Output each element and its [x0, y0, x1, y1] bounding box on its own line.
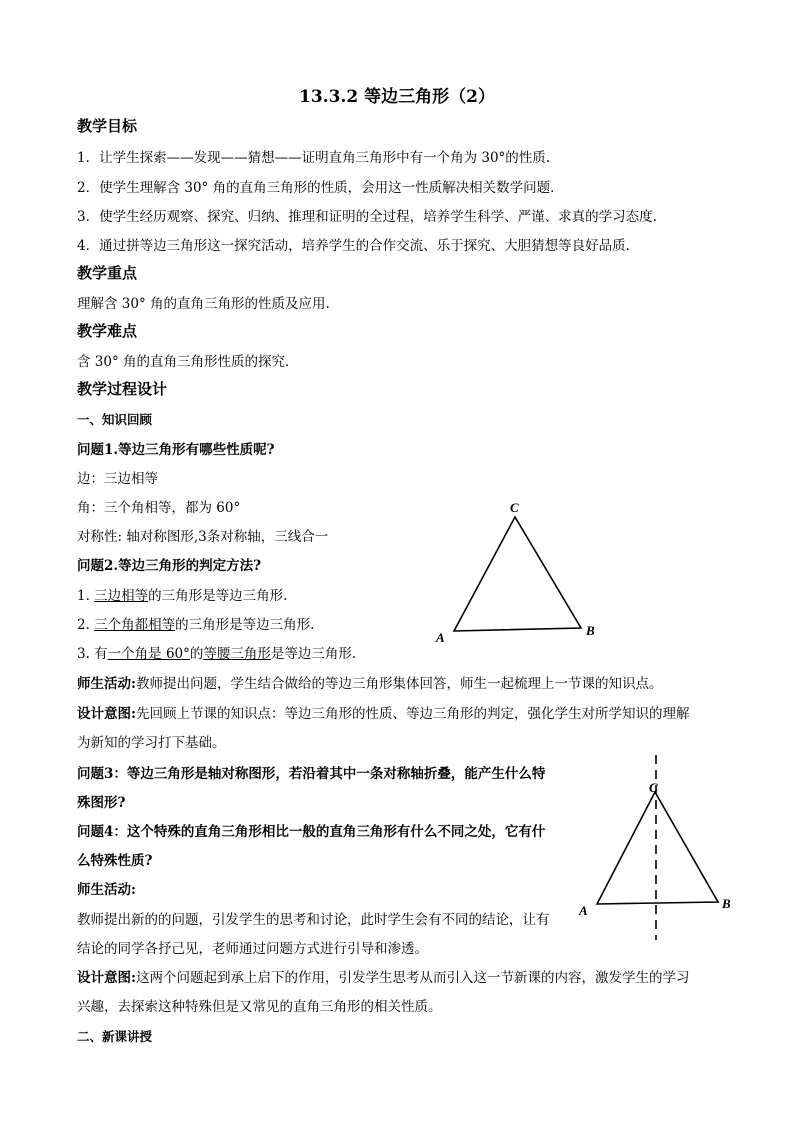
equilateral-triangle-figure	[420, 490, 610, 650]
question-2: 问题2.等边三角形的判定方法?	[77, 558, 262, 574]
design-1-text: 先回顾上节课的知识点：等边三角形的性质、等边三角形的判定，强化学生对所学知识的理解	[135, 706, 690, 722]
activity-1-label: 师生活动:	[77, 676, 136, 692]
vertex-b-label: B	[722, 896, 731, 911]
design-1-continued: 为新知的学习打下基础。	[77, 735, 226, 751]
question-4-line-2: 么特殊性质?	[77, 853, 153, 869]
difficulty-heading: 教学难点	[77, 322, 138, 340]
activity-2-line-2: 结论的同学各抒己见，老师通过问题方式进行引导和渗透。	[77, 941, 428, 957]
property-side: 边：三边相等	[77, 471, 158, 487]
criterion-3-num: 3. 有	[77, 646, 108, 662]
criterion-2-num: 2.	[77, 617, 95, 633]
criterion-3-mid: 的	[189, 646, 204, 662]
criterion-1-key: 三边相等	[94, 588, 149, 604]
criterion-1	[77, 584, 287, 604]
criterion-3-key-2: 等腰三角形	[203, 646, 271, 662]
criterion-3-key-1: 一个角是 60°	[107, 646, 190, 662]
vertex-a-label: A	[579, 903, 588, 918]
criterion-2-key: 三个角都相等	[94, 617, 176, 633]
property-symmetry: 对称性: 轴对称图形,3条对称轴，三线合一	[77, 529, 329, 545]
design-2-continued: 兴趣，去探索这种特殊但是又常见的直角三角形的相关性质。	[77, 999, 442, 1015]
vertex-c-label: C	[649, 780, 658, 795]
criterion-1-rest: 的三角形是等边三角形.	[148, 588, 288, 604]
design-2	[77, 966, 689, 986]
question-3-line-1: 问题3：等边三角形是轴对称图形，若沿着其中一条对称轴折叠，能产生什么特	[77, 766, 546, 782]
triangle-abc	[454, 517, 581, 631]
key-point-text: 理解含 30° 角的直角三角形的性质及应用.	[77, 296, 330, 312]
question-3-line-2: 殊图形?	[77, 795, 126, 811]
goal-item-1: 1．让学生探索——发现——猜想——证明直角三角形中有一个角为 30°的性质.	[77, 150, 551, 166]
criterion-1-num: 1.	[77, 588, 95, 604]
goal-item-2: 2．使学生理解含 30° 角的直角三角形的性质，会用这一性质解决相关数学问题．	[77, 180, 564, 196]
section-2-heading: 二、新课讲授	[77, 1029, 153, 1044]
design-2-text: 这两个问题起到承上启下的作用，引发学生思考从而引入这一节新课的内容，激发学生的学习	[135, 970, 690, 986]
page-title: 13.3.2 等边三角形（2）	[299, 87, 495, 107]
activity-2-label: 师生活动:	[77, 882, 136, 898]
activity-1-text: 教师提出问题，学生结合做给的等边三角形集体回答，师生一起梳理上一节课的知识点。	[135, 676, 663, 692]
section-1-heading: 一、知识回顾	[77, 412, 153, 427]
question-4-line-1: 问题4：这个特殊的直角三角形相比一般的直角三角形有什么不同之处，它有什	[77, 824, 546, 840]
goal-item-3: 3．使学生经历观察、探究、归纳、推理和证明的全过程，培养学生科学、严谨、求真的学习态度.	[77, 209, 657, 225]
vertex-a-label: A	[436, 630, 445, 645]
criterion-3	[77, 642, 356, 662]
question-1: 问题1.等边三角形有哪些性质呢?	[77, 442, 275, 458]
key-point-heading: 教学重点	[77, 264, 138, 282]
symmetry-axis-figure	[575, 750, 740, 945]
design-1-label: 设计意图:	[77, 706, 136, 722]
criterion-3-rest: 是等边三角形.	[270, 646, 357, 662]
design-1	[77, 702, 689, 722]
activity-1	[77, 672, 662, 692]
process-heading: 教学过程设计	[77, 380, 168, 398]
vertex-b-label: B	[586, 623, 595, 638]
vertex-c-label: C	[510, 500, 519, 515]
goals-heading: 教学目标	[77, 117, 138, 135]
criterion-2	[77, 613, 314, 633]
goal-item-4: 4．通过拼等边三角形这一探究活动，培养学生的合作交流、乐于探究、大胆猜想等良好品质．	[77, 238, 640, 254]
criterion-2-rest: 的三角形是等边三角形.	[175, 617, 315, 633]
triangle-abc-folded	[597, 792, 718, 904]
difficulty-text: 含 30° 角的直角三角形性质的探究．	[77, 354, 299, 370]
design-2-label: 设计意图:	[77, 970, 136, 986]
activity-2-line-1: 教师提出新的的问题，引发学生的思考和讨论，此时学生会有不同的结论，让有	[77, 912, 550, 928]
property-angle: 角：三个角相等，都为 60°	[77, 500, 241, 516]
